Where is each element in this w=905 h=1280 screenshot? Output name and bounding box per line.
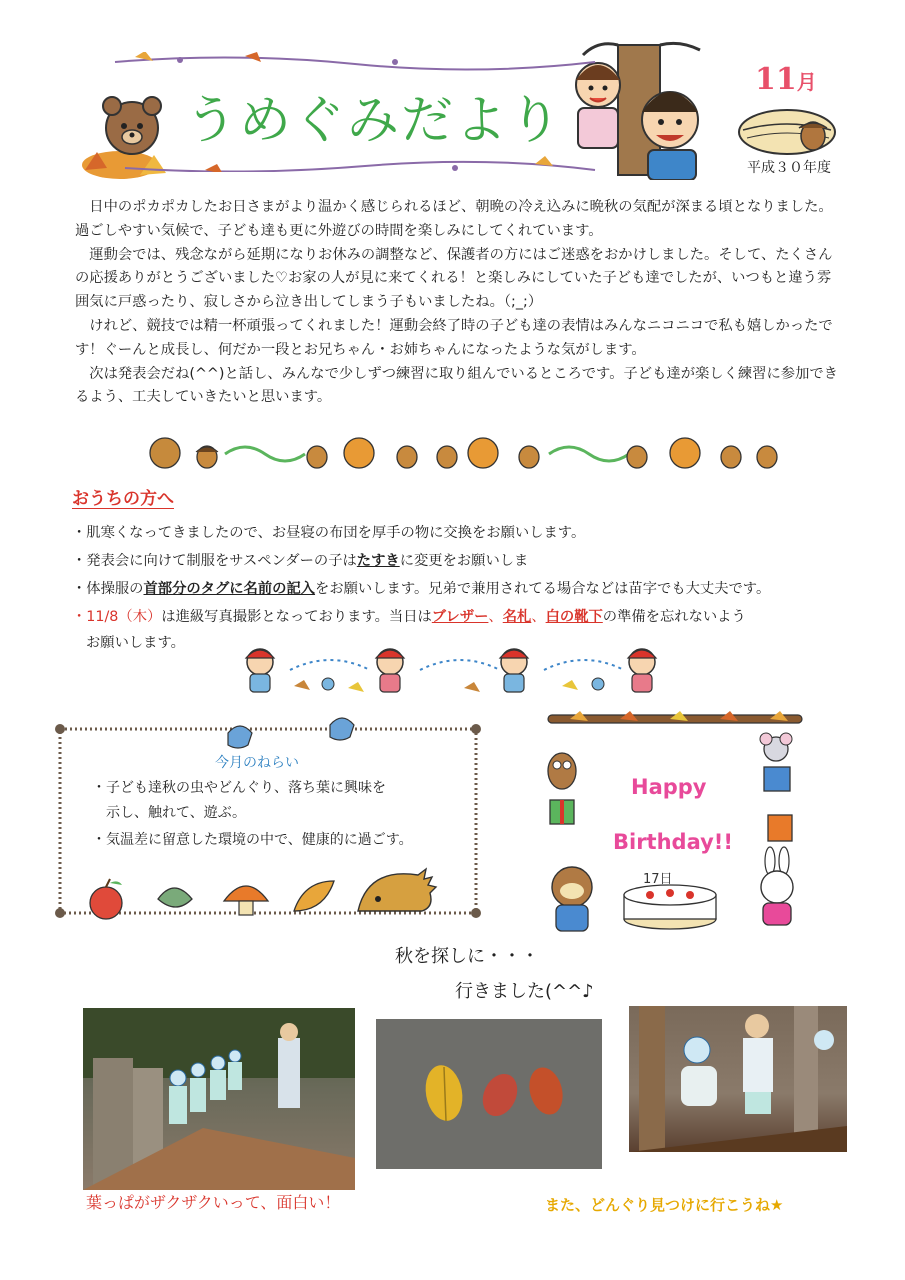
notice-item — [72, 550, 528, 570]
notice-bullet: ・ — [72, 609, 87, 625]
photo-caption-right: また、どんぐり見つけに行こうね★ — [545, 1196, 784, 1214]
intro-text — [75, 196, 845, 410]
month-badge — [755, 62, 817, 97]
owl-icon — [548, 753, 576, 789]
newsletter-title: うめぐみだより — [185, 91, 564, 151]
notice-highlight: 首部分のタグに名前の記入 — [143, 581, 316, 597]
notice-item: ・肌寒くなってきましたので、お昼寝の布団を厚手の物に交換をお願いします。 — [72, 525, 586, 541]
hedgehog-icon — [358, 869, 436, 911]
birthday-frame — [540, 705, 810, 945]
tanuki-icon — [552, 867, 592, 931]
photo-children-walking-illustration — [83, 1008, 355, 1190]
apple-icon — [90, 879, 122, 919]
notice-text: ・体操服の — [72, 581, 144, 597]
notice-item — [72, 578, 770, 598]
rabbit-icon — [761, 847, 793, 925]
aim-item: ・気温差に留意した環境の中で、健康的に過ごす。 — [92, 832, 413, 848]
birthday-happy-text: Happy — [631, 775, 707, 799]
photo-collecting-acorns — [629, 1006, 847, 1152]
birthday-birthday-text: Birthday!! — [613, 830, 733, 854]
photo-autumn-leaves-illustration — [376, 1019, 602, 1169]
aim-item-continued: 示し、触れて、遊ぶ。 — [106, 805, 246, 821]
gift-icon — [550, 800, 574, 824]
aims-heading: 今月のねらい — [215, 755, 299, 771]
photo-children-walking — [83, 1008, 355, 1190]
autumn-caption-line1: 秋を探しに・・・ — [395, 946, 539, 967]
notice-item — [72, 606, 746, 626]
photo-collecting-acorns-illustration — [629, 1006, 847, 1152]
intro-paragraph: けれど、競技では精一杯頑張ってくれました！運動会終了時の子ども達の表情はみんなニコニコで私も嬉しかったです！ぐーんと成長し、何だか一段とお兄ちゃん・お姉ちゃんになったような気がします。 — [75, 317, 833, 358]
intro-paragraph: 次は発表会だね(^^)と話し、みんなで少しずつ練習に取り組んでいるところです。子ども達が楽しく練習に参加できるよう、工夫していきたいと思います。 — [75, 365, 838, 406]
autumn-caption-line2: 行きました(^^♪ — [455, 981, 594, 1002]
intro-paragraph: 日中のポカポカしたお日さまがより温かく感じられるほど、朝晩の冷え込みに晩秋の気配が深まる頃となりました。過ごしやすい気候で、子ども達も更に外遊びの時間を楽しみにしてくれています。 — [75, 199, 833, 239]
notice-text: は進級写真撮影となっております。当日は — [161, 609, 432, 625]
notice-highlight: ブレザー — [431, 609, 489, 625]
photo-caption-left: 葉っぱがザクザクいって、面白い！ — [86, 1193, 341, 1212]
acorn-icon — [196, 446, 218, 468]
cake-icon — [624, 885, 716, 929]
month-number: 11 — [755, 62, 797, 97]
notice-highlight: 名札 — [502, 609, 532, 625]
notice-highlight: たすき — [356, 553, 400, 569]
notice-text: ・発表会に向けて制服をサスペンダーの子は — [72, 553, 357, 569]
notice-highlight: 白の靴下 — [545, 609, 603, 625]
notice-text: の準備を忘れないよう — [602, 609, 746, 625]
month-unit: 月 — [796, 70, 817, 94]
aim-item: ・子ども達秋の虫やどんぐり、落ち葉に興味を — [92, 780, 386, 796]
notice-heading: おうちの方へ — [72, 489, 174, 509]
bird-icon — [228, 726, 252, 748]
notice-separator: 、 — [488, 609, 503, 625]
squirrel-acorn-decoration — [145, 432, 785, 474]
fiscal-year: 平成３０年度 — [747, 160, 831, 176]
child-red-hat-icon — [246, 649, 274, 692]
birthday-date: 17日 — [643, 872, 673, 887]
notice-text: をお願いします。兄弟で兼用されてる場合などは苗字でも大丈夫です。 — [315, 581, 771, 597]
notice-text: に変更をお願いしま — [399, 553, 529, 569]
notice-separator: 、 — [531, 609, 546, 625]
intro-paragraph: 運動会では、残念ながら延期になりお休みの調整など、保護者の方にはご迷惑をおかけしました。そして、たくさんの応援ありがとうございました♡お家の人が見に来てくれる！と楽しみにしていた子ども達でしたが、いつもと違う雰囲気に戸惑ったり、寂しさから泣き出してしまう子もいましたね。（;_;） — [75, 246, 833, 311]
photo-autumn-leaves — [376, 1019, 602, 1169]
notice-item-continued: お願いします。 — [86, 635, 185, 651]
mushroom-icon — [224, 886, 268, 915]
mouse-icon — [760, 733, 792, 791]
notice-date: 11/8（木） — [86, 609, 162, 625]
running-children-decoration — [232, 640, 672, 700]
